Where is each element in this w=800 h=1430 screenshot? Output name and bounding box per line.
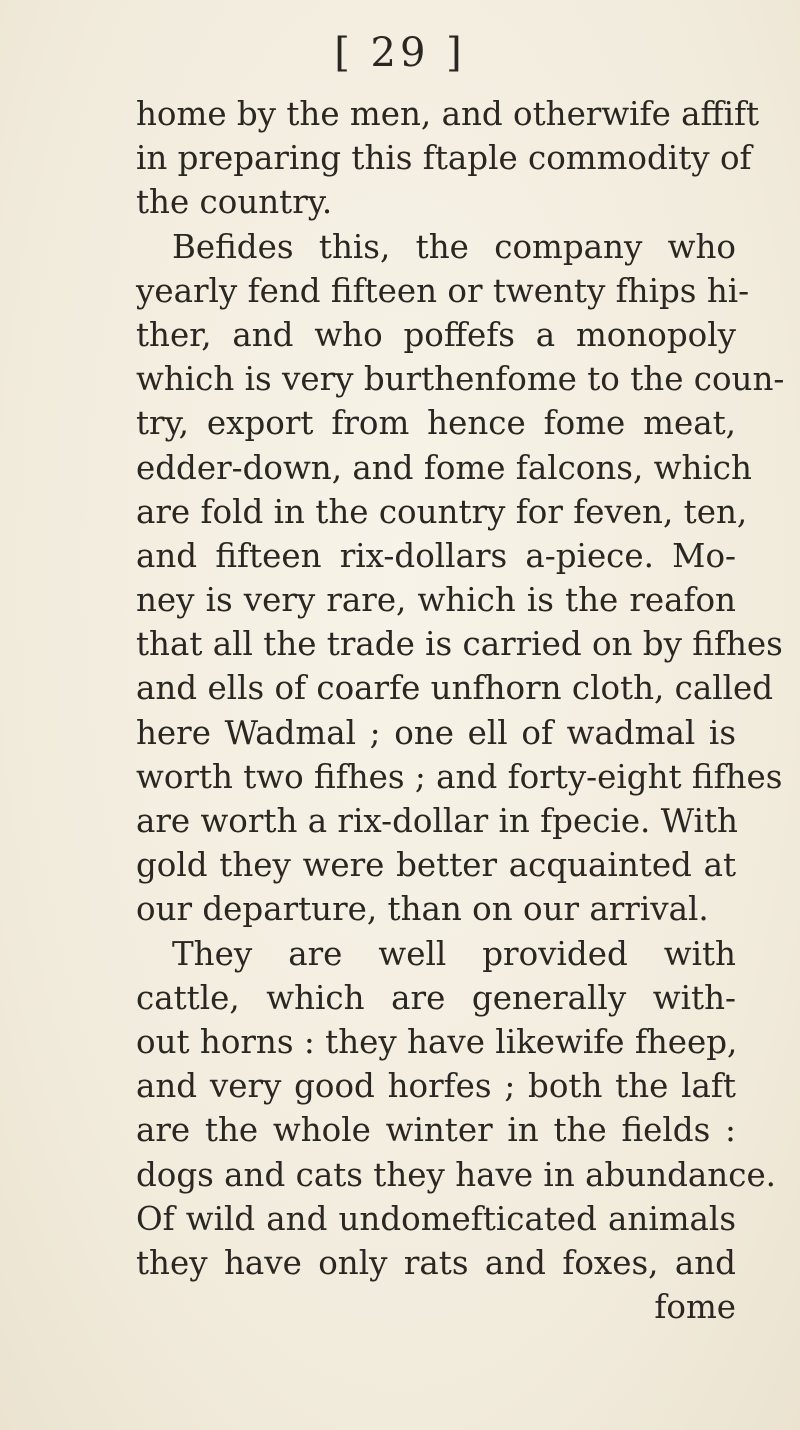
text-line: in preparing this ftaple commodity of bbox=[136, 139, 752, 178]
text-line: ther, and who poffefs a monopoly bbox=[136, 315, 736, 354]
text-line: our departure, than on our arrival. bbox=[136, 890, 709, 929]
text-line: are fold in the country for feven, ten, bbox=[136, 492, 748, 531]
text-line: worth two fifhes ; and forty-eight fifhes bbox=[136, 757, 783, 796]
text-line: which is very burthenfome to the coun- bbox=[136, 360, 785, 399]
page-number-header: [ 29 ] bbox=[334, 30, 466, 76]
text-line: and ells of coarfe unfhorn cloth, called bbox=[136, 669, 774, 708]
text-line: yearly fend fifteen or twenty fhips hi- bbox=[136, 271, 750, 310]
text-line: edder-down, and fome falcons, which bbox=[136, 448, 752, 487]
text-line: that all the trade is carried on by fifhes bbox=[136, 625, 783, 664]
text-line: dogs and cats they have in abundance. bbox=[136, 1155, 777, 1194]
page-body-text bbox=[136, 92, 785, 1329]
text-line: try, export from hence fome meat, bbox=[136, 404, 736, 443]
text-line: cattle, which are generally with- bbox=[136, 978, 736, 1017]
text-line: the country. bbox=[136, 183, 333, 222]
text-line: home by the men, and otherwife affift bbox=[136, 95, 760, 133]
text-line: Of wild and undomefticated animals bbox=[136, 1199, 736, 1238]
text-line: out horns : they have likewife fheep, bbox=[136, 1022, 738, 1061]
text-line: They are well provided with bbox=[172, 934, 736, 973]
text-line: Befides this, the company who bbox=[172, 227, 736, 266]
text-line: are worth a rix-dollar in fpecie. With bbox=[136, 802, 738, 840]
text-line: gold they were better acquainted at bbox=[136, 846, 736, 885]
text-line: are the whole winter in the fields : bbox=[136, 1111, 736, 1150]
text-line: they have only rats and foxes, and bbox=[136, 1243, 736, 1282]
text-line: and fifteen rix-dollars a-piece. Mo- bbox=[136, 536, 736, 575]
text-line: and very good horfes ; both the laft bbox=[136, 1067, 736, 1106]
catchword: fome bbox=[654, 1288, 736, 1327]
text-line: here Wadmal ; one ell of wadmal is bbox=[136, 713, 736, 752]
text-line: ney is very rare, which is the reafon bbox=[136, 581, 736, 620]
